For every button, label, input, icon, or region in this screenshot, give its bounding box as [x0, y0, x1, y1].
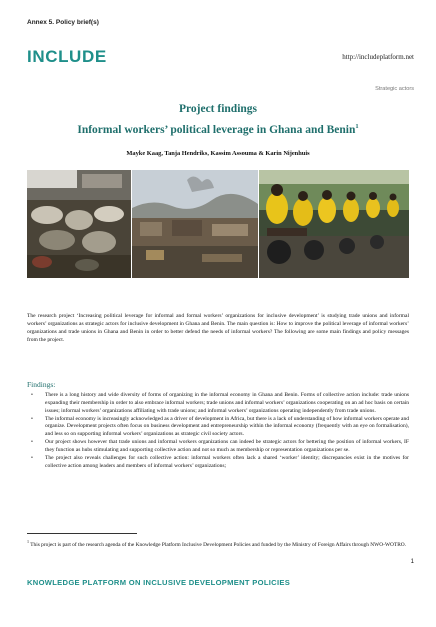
section-label: Strategic actors [375, 86, 414, 92]
list-item-text: The informal economy is increasingly acknowledged as a driver of development in Africa, but there is a lack of understanding of how informal workers operate and organize. Development projects often focus on business development and entrepreneurship within the informal economy (frequently with an eye on formalisation), and less so on supporting informal workers’ organizations as strategic civil society actors. [45, 415, 409, 438]
bullet-icon: • [31, 392, 33, 398]
list-item [27, 392, 409, 415]
footnote-text: This project is part of the research agenda of the Knowledge Platform Inclusive Development Policies and funded by the Ministry of Foreign Affairs through NWO-WOTRO. [29, 541, 407, 548]
subtitle-text: Informal workers’ political leverage in Ghana and Benin [77, 123, 356, 136]
footnote-marker: 1 [27, 539, 29, 544]
list-item [27, 416, 409, 439]
footer-brand: KNOWLEDGE PLATFORM ON INCLUSIVE DEVELOPMENT POLICIES [27, 578, 291, 587]
footnote [27, 538, 409, 549]
page-number: 1 [410, 559, 414, 565]
list-item [27, 439, 409, 455]
bullet-icon: • [31, 415, 33, 422]
page-subtitle [0, 123, 436, 136]
authors: Mayke Kaag, Tanja Hendriks, Kassim Assouma & Karin Nijenhuis [126, 150, 310, 157]
footnote-ref[interactable]: 1 [355, 123, 359, 130]
findings-list [27, 392, 409, 471]
annex-label: Annex 5. Policy brief(s) [27, 19, 99, 26]
findings-heading: Findings: [27, 380, 56, 389]
page-title: Project findings [178, 103, 258, 115]
list-item [27, 455, 409, 471]
footnote-divider [27, 533, 137, 534]
intro-paragraph: The research project ‘Increasing political leverage for informal and formal workers’ organizations for inclusive development’ is studying trade unions and informal workers’ organizations as strategic actors for inclusive development in Ghana and Benin. The main question is: How to improve the political leverage of informal workers’ organizations and trade unions in Ghana and Benin in order to better defend the needs of informal workers? The following are some main findings and policy messages from the project. [27, 313, 409, 343]
photo-motorbike-riders [259, 170, 409, 278]
website-link[interactable]: http://includeplatform.net [342, 53, 414, 61]
list-item-text: There is a long history and wide diversity of forms of organizing in the informal economy in Ghana and Benin. Forms of collective action include: trade unions expanding their membership in order to also embrace informal workers; trade unions and informal workers’ organizations cooperating on an ad hoc basis on certain issues; informal workers’ organizations affiliating with trade unions; and informal workers’ organizations operating independently from trade unions. [45, 392, 409, 414]
photo-strip [27, 170, 409, 278]
list-item-text: The project also reveals challenges for such collective action: informal workers often lack a shared ‘worker’ identity; discrepancies exist in the motives for collective action among leaders and members of informal workers’ organizations; [45, 455, 409, 469]
photo-slum [132, 170, 258, 278]
photo-market-goods [27, 170, 131, 278]
bullet-icon: • [31, 439, 33, 446]
list-item-text: Our project shows however that trade unions and informal workers organizations can indeed be strategic actors for bettering the position of informal workers, IF they function as hubs stimulating and supporting collective action and not so much as membership or representation organizations per se. [45, 439, 409, 454]
include-logo: INCLUDE [27, 47, 107, 66]
bullet-icon: • [31, 455, 33, 462]
